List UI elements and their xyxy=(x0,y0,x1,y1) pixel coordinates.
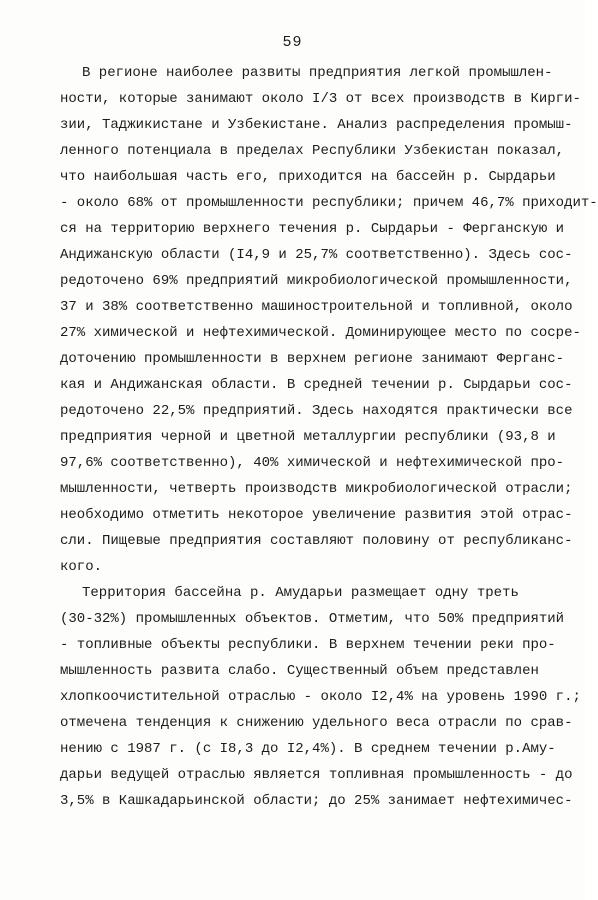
text-line: мышленности, четверть производств микробиологической отрасли; xyxy=(60,481,573,497)
text-line: предприятия черной и цветной металлургии республики (93,8 и xyxy=(60,429,556,445)
text-line: нению с 1987 г. (с I8,3 до I2,4%). В среднем течении р.Аму- xyxy=(60,741,556,757)
text-line: 3,5% в Кашкадарьинской области; до 25% занимает нефтехимичес- xyxy=(60,793,573,809)
text-line: сли. Пищевые предприятия составляют половину от республиканс- xyxy=(60,533,573,549)
text-line: доточению промышленности в верхнем регионе занимают Ферганс- xyxy=(60,351,565,367)
text-line: ленного потенциала в пределах Республики Узбекистан показал, xyxy=(60,143,565,159)
text-line: кого. xyxy=(60,559,103,575)
page-number: 59 xyxy=(282,34,303,51)
text-line: - топливные объекты республики. В верхнем течении реки про- xyxy=(60,637,556,653)
text-line: ся на территорию верхнего течения р. Сырдарьи - Ферганскую и xyxy=(60,221,565,237)
text-line: ности, которые занимают около I/3 от всех производств в Кирги- xyxy=(60,91,581,107)
text-line: дарьи ведущей отраслью является топливная промышленность - до xyxy=(60,767,573,783)
text-line: мышленность развита слабо. Существенный объем представлен xyxy=(60,663,539,679)
text-line: отмечена тенденция к снижению удельного веса отрасли по срав- xyxy=(60,715,573,731)
text-line: 27% химической и нефтехимической. Доминирующее место по сосре- xyxy=(60,325,581,341)
text-line: 97,6% соответственно), 40% химической и нефтехимической про- xyxy=(60,455,565,471)
text-line: хлопкоочистительной отраслью - около I2,4% на уровень 1990 г.; xyxy=(60,689,581,705)
text-line: Андижанскую области (I4,9 и 25,7% соответственно). Здесь сос- xyxy=(60,247,573,263)
text-line: кая и Андижанская области. В средней течении р. Сырдарьи сос- xyxy=(60,377,573,393)
text-line: В регионе наиболее развиты предприятия легкой промышлен- xyxy=(82,65,553,81)
text-line: Территория бассейна р. Амударьи размещает одну треть xyxy=(82,585,519,601)
text-line: 37 и 38% соответственно машиностроительной и топливной, около xyxy=(60,299,573,315)
text-line: необходимо отметить некоторое увеличение развития этой отрас- xyxy=(60,507,573,523)
text-line: что наибольшая часть его, приходится на бассейн р. Сырдарьи xyxy=(60,169,556,185)
text-line: зии, Таджикистане и Узбекистане. Анализ распределения промыш- xyxy=(60,117,573,133)
text-line: редоточено 22,5% предприятий. Здесь находятся практически все xyxy=(60,403,573,419)
text-line: - около 68% от промышленности республики; причем 46,7% приходит- xyxy=(60,195,598,211)
text-line: (30-32%) промышленных объектов. Отметим, что 50% предприятий xyxy=(60,611,565,627)
text-line: редоточено 69% предприятий микробиологической промышленности, xyxy=(60,273,573,289)
